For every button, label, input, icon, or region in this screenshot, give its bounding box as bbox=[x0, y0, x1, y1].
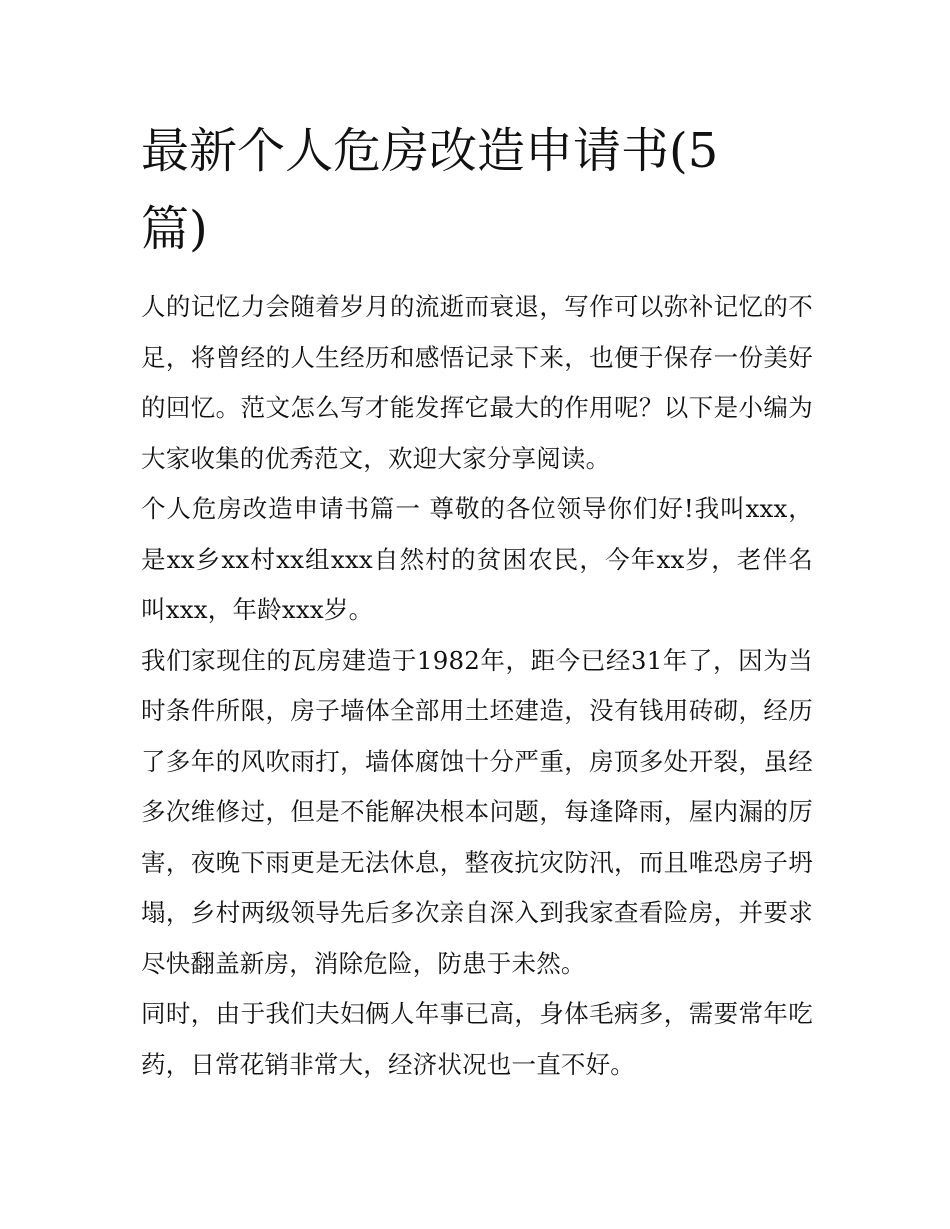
document-page bbox=[141, 112, 813, 1090]
document-title: 最新个人危房改造申请书(5篇) bbox=[141, 123, 719, 257]
intro-paragraph: 人的记忆力会随着岁月的流逝而衰退，写作可以弥补记忆的不足，将曾经的人生经历和感悟记录下来，也便于保存一份美好的回忆。范文怎么写才能发挥它最大的作用呢？以下是小编为大家收集的优秀范文，欢迎大家分享阅读。 bbox=[141, 292, 813, 473]
body-paragraph-2: 我们家现住的瓦房建造于1982年，距今已经31年了，因为当时条件所限，房子墙体全部用土坯建造，没有钱用砖砌，经历了多年的风吹雨打，墙体腐蚀十分严重，房顶多处开裂，虽经多次维修过，但是不能解决根本问题，每逢降雨，屋内漏的厉害，夜晚下雨更是无法休息，整夜抗灾防汛，而且唯恐房子坍塌，乡村两级领导先后多次亲自深入到我家查看险房，并要求尽快翻盖新房，消除危险，防患于未然。 bbox=[141, 645, 813, 978]
body-paragraph-1: 个人危房改造申请书篇一 尊敬的各位领导你们好!我叫xxx，是xx乡xx村xx组xxx自然村的贫困农民，今年xx岁，老伴名叫xxx，年龄xxx岁。 bbox=[141, 494, 813, 624]
body-paragraph-3: 同时，由于我们夫妇俩人年事已高，身体毛病多，需要常年吃药，日常花销非常大，经济状况也一直不好。 bbox=[141, 999, 813, 1079]
